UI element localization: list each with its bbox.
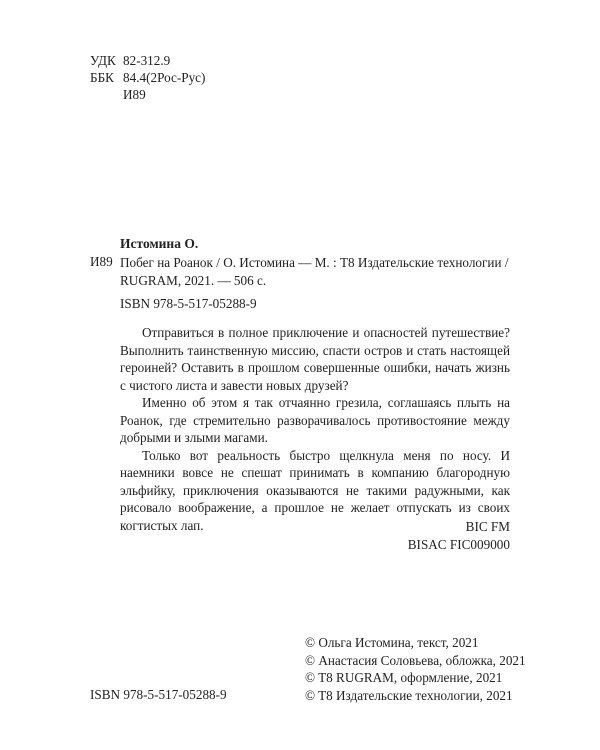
isbn-top: ISBN 978-5-517-05288-9 bbox=[120, 296, 257, 311]
isbn-bottom: ISBN 978-5-517-05288-9 bbox=[90, 687, 227, 702]
copyright-line: © T8 RUGRAM, оформление, 2021 bbox=[305, 670, 503, 685]
bisac-code: BISAC FIC009000 bbox=[407, 536, 510, 552]
cutter-value: И89 bbox=[123, 87, 146, 102]
subject-codes bbox=[408, 518, 510, 553]
annotation-paragraph: Именно об этом я так отчаянно грезила, соглашаясь плыть на Роанок, где стремительно разворачивалось противостояние между добрыми и злыми магами. bbox=[120, 395, 510, 445]
udk-label: УДК bbox=[90, 53, 116, 68]
copyright-line: © T8 Издательские технологии, 2021 bbox=[305, 687, 513, 703]
annotation-paragraph: Отправиться в полное приключение и опасностей путешествие? Выполнить таинственную миссию, спасти остров и стать настоящей героиней? Оставить в прошлом совершенные ошибки, начать жизнь с чистого листа и завести новых друзей? bbox=[120, 325, 510, 393]
copyright-line: © Ольга Истомина, текст, 2021 bbox=[305, 635, 479, 650]
bbk-value: 84.4(2Рос-Рус) bbox=[123, 70, 206, 85]
copyright-line: © Анастасия Соловьева, обложка, 2021 bbox=[305, 652, 526, 668]
bbk-line bbox=[90, 69, 205, 86]
bbk-label: ББК bbox=[90, 70, 114, 85]
annotation-paragraph: Только вот реальность быстро щелкнула меня по носу. И наемники вовсе не спешат принимать в компанию благородную эльфийку, приключения оказываются не такими радужными, как рисовало воображение, а прошлое не желает отпускать из своих когтистых лап. bbox=[120, 447, 510, 533]
annotation bbox=[120, 324, 510, 534]
cutter-mark: И89 bbox=[90, 254, 113, 269]
bibliographic-record: Побег на Роанок / О. Истомина — М. : T8 Издательские технологии / RUGRAM, 2021. — 506 с. bbox=[120, 255, 509, 288]
cutter-line bbox=[90, 86, 146, 103]
udk-line bbox=[90, 52, 170, 69]
copyright-block bbox=[305, 634, 526, 704]
udk-value: 82-312.9 bbox=[123, 53, 171, 68]
bic-code: BIC FM bbox=[465, 519, 510, 534]
author-heading: Истомина О. bbox=[120, 236, 199, 251]
